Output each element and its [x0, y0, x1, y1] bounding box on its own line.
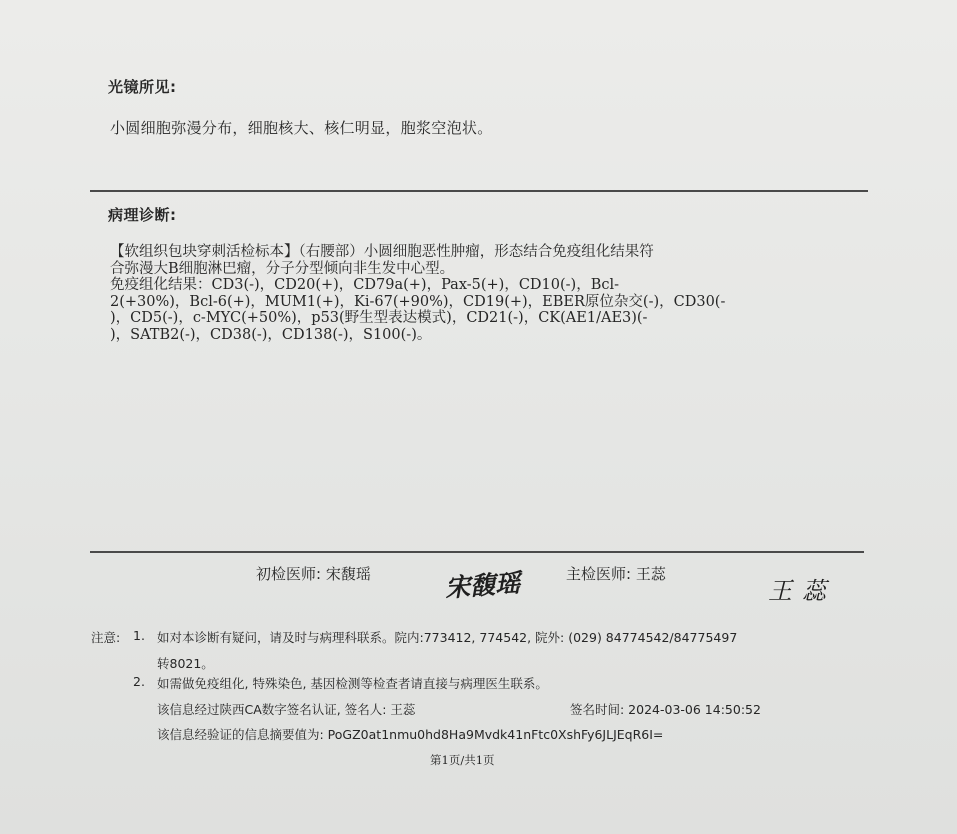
immuno-line: 免疫组化结果：CD3(-)，CD20(+)，CD79a(+)，Pax-5(+)，CD10(-)，Bcl- [110, 277, 620, 294]
chief-physician-label: 主检医师: 王蕊 [566, 565, 666, 583]
diagnosis-text [110, 244, 725, 344]
diagnosis-line: 【软组织包块穿刺活检标本】（右腰部）小圆细胞恶性肿瘤，形态结合免疫组化结果符 [110, 244, 654, 260]
signature-time: 签名时间: 2024-03-06 14:50:52 [570, 702, 761, 717]
ca-certification: 该信息经过陕西CA数字签名认证, 签名人: 王蕊 [157, 702, 416, 717]
diagnosis-heading: 病理诊断: [108, 206, 177, 224]
note-number: 1. [133, 628, 145, 643]
microscopy-heading: 光镜所见: [108, 78, 177, 96]
page-number: 第1页/共1页 [430, 753, 495, 767]
immuno-line: 2(+30%)，Bcl-6(+)，MUM1(+)，Ki-67(+90%)，CD19(+)，EBER原位杂交(-)，CD30(- [110, 293, 726, 310]
section-divider [90, 190, 868, 192]
diagnosis-line: 合弥漫大B细胞淋巴瘤，分子分型倾向非生发中心型。 [110, 260, 455, 277]
note-text: 如需做免疫组化, 特殊染色, 基因检测等检查者请直接与病理医生联系。 [157, 676, 548, 691]
note-number: 2. [133, 674, 145, 689]
digest-value: 该信息经验证的信息摘要值为: PoGZ0at1nmu0hd8Ha9Mvdk41nFtc0XshFy6JLJEqR6I= [157, 727, 664, 742]
immuno-line: )，CD5(-)，c-MYC(+50%)，p53(野生型表达模式)，CD21(-)，CK(AE1/AE3)(- [110, 310, 648, 327]
note-text: 如对本诊断有疑问，请及时与病理科联系。院内:773412, 774542, 院外: (029) 84774542/84775497 [157, 630, 738, 645]
note-text-continued: 转8021。 [157, 656, 214, 671]
microscopy-text: 小圆细胞弥漫分布，细胞核大、核仁明显，胞浆空泡状。 [110, 119, 493, 137]
initial-physician-label: 初检医师: 宋馥瑶 [256, 565, 371, 583]
initial-physician-signature: 宋馥瑶 [444, 568, 522, 603]
chief-physician-signature: 王蕊 [768, 577, 836, 605]
immuno-line: )，SATB2(-)，CD38(-)，CD138(-)，S100(-)。 [110, 326, 432, 343]
signature-divider [90, 551, 864, 553]
notes-label: 注意: [91, 630, 121, 645]
